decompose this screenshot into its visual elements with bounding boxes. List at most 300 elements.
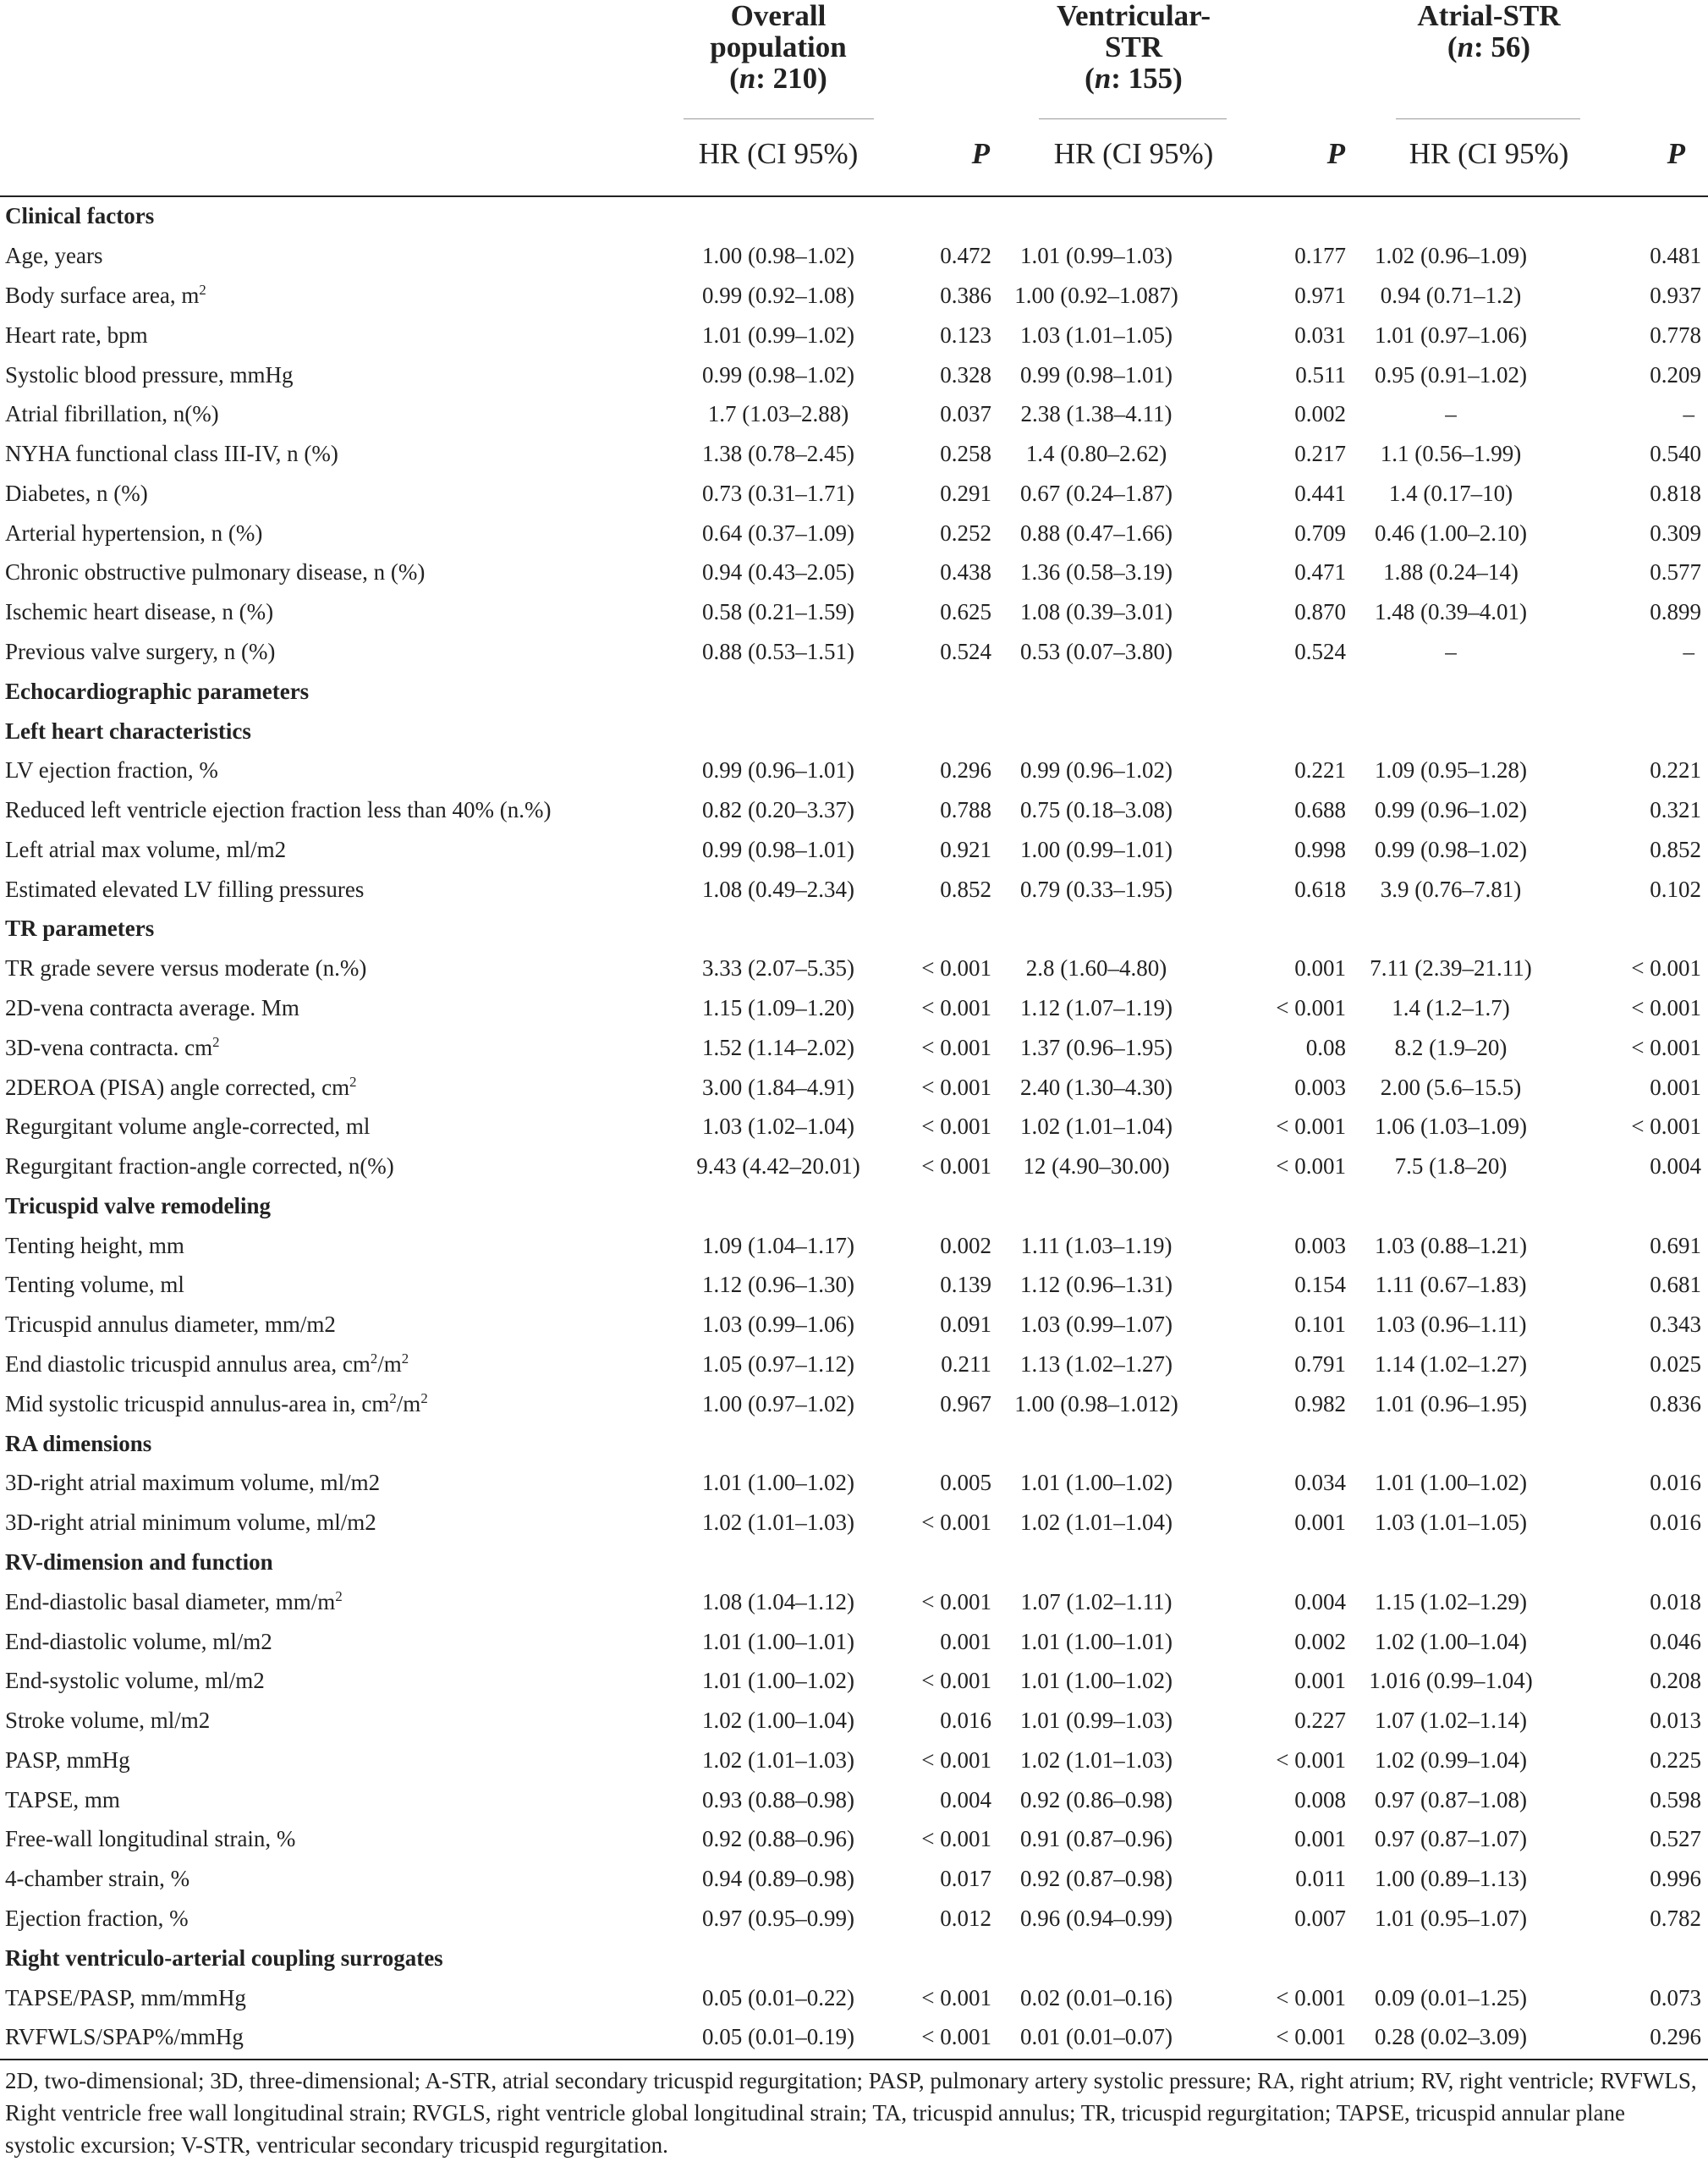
row-label bbox=[0, 1701, 677, 1741]
hr-ci-cell bbox=[677, 1186, 880, 1226]
hr-ci-cell: 0.96 (0.94–0.99) bbox=[1020, 1905, 1173, 1931]
table-bottom-rule bbox=[0, 2059, 1708, 2060]
table-row bbox=[0, 830, 1708, 870]
p-value-cell: < 0.001 bbox=[921, 1746, 991, 1773]
p-value-cell bbox=[880, 711, 991, 751]
p-value-cell bbox=[880, 1423, 991, 1463]
p-value-cell: 0.540 bbox=[1650, 441, 1701, 467]
group-n: (n: 210) bbox=[729, 62, 827, 95]
group-title-line: STR bbox=[1104, 30, 1163, 63]
row-label-text: Left heart characteristics bbox=[5, 718, 251, 744]
table-row bbox=[0, 1621, 1708, 1661]
section-row bbox=[0, 1186, 1708, 1226]
hr-ci-cell: 2.40 (1.30–4.30) bbox=[1020, 1074, 1173, 1100]
p-value-cell: 0.139 bbox=[940, 1272, 991, 1298]
row-label bbox=[0, 1225, 677, 1265]
hr-ci-cell: 0.99 (0.92–1.08) bbox=[702, 282, 854, 308]
p-value-cell: 0.002 bbox=[1294, 401, 1346, 427]
hr-ci-cell: 1.15 (1.02–1.29) bbox=[1375, 1588, 1527, 1614]
row-label bbox=[0, 1067, 677, 1107]
subheader-p-ventricular: P bbox=[1326, 137, 1345, 170]
p-value-cell: < 0.001 bbox=[921, 1074, 991, 1100]
hr-ci-cell: 0.82 (0.20–3.37) bbox=[702, 797, 854, 823]
section-row bbox=[0, 1543, 1708, 1582]
hr-ci-cell: 0.02 (0.01–0.16) bbox=[1020, 1984, 1173, 2010]
p-value-cell: 0.001 bbox=[1294, 1510, 1346, 1536]
p-value-cell bbox=[1201, 1938, 1346, 1977]
row-label-text: Regurgitant fraction-angle corrected, n(%) bbox=[5, 1153, 394, 1180]
hr-ci-cell: 0.91 (0.87–0.96) bbox=[1020, 1826, 1173, 1852]
group-header-overall bbox=[694, 0, 863, 94]
group-rule-overall bbox=[684, 118, 874, 119]
row-label bbox=[0, 513, 677, 553]
hr-ci-cell: 1.88 (0.24–14) bbox=[1383, 559, 1519, 586]
hr-ci-cell: 0.97 (0.87–1.07) bbox=[1375, 1826, 1527, 1852]
row-label-text: End diastolic tricuspid annulus area, cm bbox=[5, 1351, 371, 1378]
hr-ci-cell: 0.92 (0.87–0.98) bbox=[1020, 1866, 1173, 1892]
p-value-cell: 0.012 bbox=[940, 1905, 991, 1931]
p-value-cell: 0.296 bbox=[940, 757, 991, 784]
hr-ci-cell bbox=[677, 711, 880, 751]
section-heading bbox=[0, 1423, 677, 1463]
hr-ci-cell: 0.46 (1.00–2.10) bbox=[1375, 520, 1527, 546]
section-row bbox=[0, 1938, 1708, 1977]
row-label-text: Age, years bbox=[5, 243, 103, 269]
hr-ci-cell bbox=[991, 909, 1201, 949]
p-value-cell: 0.037 bbox=[940, 401, 991, 427]
p-value-cell: 0.309 bbox=[1650, 520, 1701, 546]
table-row bbox=[0, 1977, 1708, 2017]
p-value-cell: 0.001 bbox=[1294, 1826, 1346, 1852]
table-row bbox=[0, 1345, 1708, 1384]
p-value-cell: 0.154 bbox=[1294, 1272, 1346, 1298]
group-header-atrial bbox=[1387, 0, 1590, 63]
hr-ci-cell: 8.2 (1.9–20) bbox=[1394, 1034, 1508, 1060]
p-value-cell: 0.788 bbox=[940, 797, 991, 823]
p-value-cell: 0.001 bbox=[940, 1628, 991, 1654]
p-value-cell: 0.227 bbox=[1294, 1708, 1346, 1734]
table-row bbox=[0, 1899, 1708, 1939]
p-value-cell: 0.211 bbox=[941, 1351, 991, 1378]
group-n: (n: 56) bbox=[1447, 30, 1531, 63]
hr-ci-cell: 1.7 (1.03–2.88) bbox=[707, 401, 849, 427]
hr-ci-cell bbox=[991, 711, 1201, 751]
row-label bbox=[0, 1899, 677, 1939]
table-row bbox=[0, 1305, 1708, 1345]
row-label-text: Body surface area, m bbox=[5, 282, 200, 308]
section-heading bbox=[0, 1938, 677, 1977]
table-row bbox=[0, 1027, 1708, 1067]
p-value-cell bbox=[880, 909, 991, 949]
row-label bbox=[0, 1740, 677, 1779]
hr-ci-cell bbox=[1346, 1186, 1556, 1226]
table-row bbox=[0, 1701, 1708, 1741]
row-label-text: Tricuspid valve remodeling bbox=[5, 1192, 272, 1218]
p-value-cell: < 0.001 bbox=[1276, 1984, 1346, 2010]
p-value-cell: 0.003 bbox=[1294, 1232, 1346, 1258]
p-value-cell: 0.101 bbox=[1294, 1312, 1346, 1338]
hr-ci-cell: 1.01 (1.00–1.02) bbox=[702, 1668, 854, 1694]
row-label-text: TR grade severe versus moderate (n.%) bbox=[5, 955, 367, 982]
row-label-text: RA dimensions bbox=[5, 1430, 152, 1456]
table-row bbox=[0, 592, 1708, 632]
hr-ci-cell: 0.58 (0.21–1.59) bbox=[702, 599, 854, 625]
row-label-text: Heart rate, bpm bbox=[5, 322, 148, 348]
p-value-cell bbox=[1556, 909, 1708, 949]
hr-ci-cell: 1.02 (1.01–1.04) bbox=[1020, 1510, 1173, 1536]
p-value-cell: 0.004 bbox=[1650, 1153, 1701, 1180]
hr-ci-cell: 0.99 (0.98–1.02) bbox=[1375, 836, 1527, 862]
hr-ci-cell: 0.53 (0.07–3.80) bbox=[1020, 638, 1173, 664]
hr-ci-cell: 1.01 (1.00–1.02) bbox=[1020, 1470, 1173, 1496]
group-rule-ventricular bbox=[1039, 118, 1227, 119]
hr-ci-cell: 3.9 (0.76–7.81) bbox=[1380, 876, 1522, 902]
hr-ci-cell bbox=[991, 1186, 1201, 1226]
row-label bbox=[0, 1265, 677, 1305]
hr-ci-cell: 0.99 (0.98–1.01) bbox=[702, 836, 854, 862]
p-value-cell: 0.921 bbox=[940, 836, 991, 862]
hr-ci-cell: 1.01 (1.00–1.01) bbox=[1020, 1628, 1173, 1654]
hr-ci-cell bbox=[991, 1938, 1201, 1977]
unit-superscript: 2 bbox=[370, 1350, 378, 1367]
unit-superscript: 2 bbox=[389, 1389, 397, 1406]
section-heading bbox=[0, 711, 677, 751]
p-value-cell: 0.091 bbox=[940, 1312, 991, 1338]
row-label-text: Estimated elevated LV filling pressures bbox=[5, 876, 365, 902]
row-label bbox=[0, 1819, 677, 1859]
table-row bbox=[0, 1661, 1708, 1701]
row-label-text: Tricuspid annulus diameter, mm/m2 bbox=[5, 1312, 336, 1338]
p-value-cell: 0.017 bbox=[940, 1866, 991, 1892]
n-symbol: n bbox=[739, 62, 756, 95]
row-label-text: Arterial hypertension, n (%) bbox=[5, 520, 263, 546]
hr-ci-cell: 2.38 (1.38–4.11) bbox=[1020, 401, 1173, 427]
p-value-cell: < 0.001 bbox=[921, 1034, 991, 1060]
row-label-text: Ejection fraction, % bbox=[5, 1905, 189, 1931]
p-value-cell: < 0.001 bbox=[921, 1588, 991, 1614]
row-label-text: End-systolic volume, ml/m2 bbox=[5, 1668, 265, 1694]
p-value-cell: 0.291 bbox=[940, 480, 991, 506]
p-value-cell: < 0.001 bbox=[921, 995, 991, 1021]
hr-ci-cell: 0.79 (0.33–1.95) bbox=[1020, 876, 1173, 902]
hr-ci-cell: 1.06 (1.03–1.09) bbox=[1375, 1114, 1527, 1140]
p-value-cell: 0.937 bbox=[1650, 282, 1701, 308]
row-label-text: 3D-vena contracta. cm bbox=[5, 1034, 213, 1060]
table-row bbox=[0, 1265, 1708, 1305]
hr-ci-cell: 1.01 (1.00–1.02) bbox=[1020, 1668, 1173, 1694]
hr-ci-cell: 0.64 (0.37–1.09) bbox=[702, 520, 854, 546]
table-row bbox=[0, 236, 1708, 276]
p-value-cell bbox=[1556, 1543, 1708, 1582]
hr-ci-cell bbox=[677, 671, 880, 711]
hr-ci-cell: 0.93 (0.88–0.98) bbox=[702, 1786, 854, 1812]
row-label-text: Previous valve surgery, n (%) bbox=[5, 638, 276, 664]
hr-ci-cell: 1.01 (0.99–1.03) bbox=[1020, 243, 1173, 269]
row-label bbox=[0, 315, 677, 355]
p-value-cell: 0.102 bbox=[1650, 876, 1701, 902]
p-value-cell: 0.688 bbox=[1294, 797, 1346, 823]
row-label-text: 2D-vena contracta average. Mm bbox=[5, 995, 299, 1021]
row-label-text: TR parameters bbox=[5, 916, 155, 942]
hr-ci-cell: 1.08 (0.39–3.01) bbox=[1020, 599, 1173, 625]
p-value-cell bbox=[1556, 671, 1708, 711]
p-value-cell: – bbox=[1683, 638, 1694, 664]
hr-ci-cell: 0.73 (0.31–1.71) bbox=[702, 480, 854, 506]
p-value-cell: < 0.001 bbox=[921, 1114, 991, 1140]
hr-ci-cell: 1.4 (0.80–2.62) bbox=[1025, 441, 1167, 467]
hr-ci-cell bbox=[1346, 671, 1556, 711]
row-label-text: RVFWLS/SPAP%/mmHg bbox=[5, 2024, 244, 2050]
subheader-p-atrial: P bbox=[1667, 137, 1685, 170]
p-value-cell: < 0.001 bbox=[1631, 1034, 1701, 1060]
hr-ci-cell: 3.33 (2.07–5.35) bbox=[702, 955, 854, 982]
p-value-cell: 0.870 bbox=[1294, 599, 1346, 625]
section-heading bbox=[0, 1186, 677, 1226]
p-value-cell bbox=[1201, 909, 1346, 949]
n-symbol: n bbox=[1457, 30, 1475, 63]
hr-ci-cell bbox=[1346, 1423, 1556, 1463]
p-value-cell: 0.217 bbox=[1294, 441, 1346, 467]
p-value-cell bbox=[1201, 671, 1346, 711]
table-row bbox=[0, 1859, 1708, 1899]
p-value-cell: < 0.001 bbox=[921, 1510, 991, 1536]
hr-ci-cell: 1.01 (0.99–1.03) bbox=[1020, 1708, 1173, 1734]
p-value-cell: 0.598 bbox=[1650, 1786, 1701, 1812]
hr-ci-cell: 1.03 (1.01–1.05) bbox=[1375, 1510, 1527, 1536]
row-label-text: Left atrial max volume, ml/m2 bbox=[5, 836, 287, 862]
p-value-cell: 0.025 bbox=[1650, 1351, 1701, 1378]
row-label-text: Tenting volume, ml bbox=[5, 1272, 184, 1298]
group-title-line: population bbox=[710, 30, 847, 63]
p-value-cell: 0.016 bbox=[940, 1708, 991, 1734]
p-value-cell: < 0.001 bbox=[1276, 2024, 1346, 2050]
p-value-cell: 0.004 bbox=[1294, 1588, 1346, 1614]
hr-ci-cell bbox=[677, 909, 880, 949]
hr-ci-cell: 2.00 (5.6–15.5) bbox=[1380, 1074, 1522, 1100]
unit-superscript: 2 bbox=[401, 1350, 409, 1367]
table-row bbox=[0, 1147, 1708, 1186]
hr-ci-cell: 1.4 (1.2–1.7) bbox=[1392, 995, 1510, 1021]
hr-ci-cell: 9.43 (4.42–20.01) bbox=[696, 1153, 860, 1180]
hr-ci-cell: 0.67 (0.24–1.87) bbox=[1020, 480, 1173, 506]
hr-ci-cell: 0.28 (0.02–3.09) bbox=[1375, 2024, 1527, 2050]
p-value-cell: < 0.001 bbox=[921, 1668, 991, 1694]
p-value-cell bbox=[1556, 196, 1708, 236]
p-value-cell bbox=[1201, 196, 1346, 236]
hr-ci-cell: 1.1 (0.56–1.99) bbox=[1380, 441, 1522, 467]
hr-ci-cell: 2.8 (1.60–4.80) bbox=[1025, 955, 1167, 982]
hr-ci-cell: 1.07 (1.02–1.11) bbox=[1020, 1588, 1173, 1614]
hr-ci-cell: 1.37 (0.96–1.95) bbox=[1020, 1034, 1173, 1060]
hr-ci-cell: 1.01 (1.00–1.01) bbox=[702, 1628, 854, 1654]
row-label-text: 2DEROA (PISA) angle corrected, cm bbox=[5, 1074, 350, 1100]
hr-ci-cell: 12 (4.90–30.00) bbox=[1023, 1153, 1170, 1180]
p-value-cell: 0.221 bbox=[1294, 757, 1346, 784]
p-value-cell: 0.967 bbox=[940, 1390, 991, 1416]
group-title-line: Overall bbox=[730, 0, 827, 32]
hr-ci-cell bbox=[991, 1423, 1201, 1463]
p-value-cell bbox=[1556, 1938, 1708, 1977]
hr-ci-cell: 0.99 (0.98–1.02) bbox=[702, 361, 854, 388]
p-value-cell: < 0.001 bbox=[921, 2024, 991, 2050]
p-value-cell bbox=[880, 1938, 991, 1977]
row-label-text: Echocardiographic parameters bbox=[5, 678, 310, 704]
row-label bbox=[0, 2017, 677, 2057]
row-label-text: /m bbox=[396, 1390, 421, 1416]
table-row bbox=[0, 315, 1708, 355]
table-row bbox=[0, 988, 1708, 1028]
hr-ci-cell: 1.03 (1.01–1.05) bbox=[1020, 322, 1173, 348]
section-row bbox=[0, 196, 1708, 236]
hr-ci-cell: 1.01 (0.95–1.07) bbox=[1375, 1905, 1527, 1931]
hr-ci-cell: 1.01 (1.00–1.02) bbox=[1375, 1470, 1527, 1496]
p-value-cell: < 0.001 bbox=[1276, 1153, 1346, 1180]
hr-ci-cell bbox=[677, 1938, 880, 1977]
p-value-cell: 0.998 bbox=[1294, 836, 1346, 862]
row-label-text: /m bbox=[377, 1351, 402, 1378]
hr-ci-cell: 1.38 (0.78–2.45) bbox=[702, 441, 854, 467]
table-row bbox=[0, 1107, 1708, 1147]
p-value-cell: 0.524 bbox=[940, 638, 991, 664]
p-value-cell: 0.709 bbox=[1294, 520, 1346, 546]
hr-ci-cell: 7.11 (2.39–21.11) bbox=[1370, 955, 1532, 982]
table-row bbox=[0, 751, 1708, 790]
unit-superscript: 2 bbox=[199, 281, 206, 298]
table-row bbox=[0, 1581, 1708, 1621]
row-label-text: 4-chamber strain, % bbox=[5, 1866, 190, 1892]
row-label bbox=[0, 434, 677, 474]
row-label bbox=[0, 394, 677, 434]
row-label-text: Free-wall longitudinal strain, % bbox=[5, 1826, 296, 1852]
section-heading bbox=[0, 196, 677, 236]
unit-superscript: 2 bbox=[335, 1587, 343, 1604]
hr-ci-cell: 1.01 (0.99–1.02) bbox=[702, 322, 854, 348]
hr-ci-cell: 0.94 (0.71–1.2) bbox=[1380, 282, 1522, 308]
section-row bbox=[0, 909, 1708, 949]
p-value-cell bbox=[1556, 1423, 1708, 1463]
row-label-text: Mid systolic tricuspid annulus-area in, cm bbox=[5, 1390, 390, 1416]
hr-ci-cell: 1.13 (1.02–1.27) bbox=[1020, 1351, 1173, 1378]
p-value-cell: 0.209 bbox=[1650, 361, 1701, 388]
hr-ci-cell: 1.00 (0.98–1.012) bbox=[1014, 1390, 1178, 1416]
table-row bbox=[0, 394, 1708, 434]
p-value-cell bbox=[880, 671, 991, 711]
p-value-cell: 0.524 bbox=[1294, 638, 1346, 664]
p-value-cell: 0.001 bbox=[1294, 955, 1346, 982]
row-label bbox=[0, 1463, 677, 1503]
unit-superscript: 2 bbox=[349, 1073, 357, 1090]
row-label bbox=[0, 1661, 677, 1701]
p-value-cell: 0.511 bbox=[1295, 361, 1346, 388]
p-value-cell: 0.004 bbox=[940, 1786, 991, 1812]
p-value-cell: 0.002 bbox=[940, 1232, 991, 1258]
hr-ci-cell: 0.09 (0.01–1.25) bbox=[1375, 1984, 1527, 2010]
p-value-cell: < 0.001 bbox=[921, 1153, 991, 1180]
p-value-cell: 0.073 bbox=[1650, 1984, 1701, 2010]
hr-ci-cell: 0.05 (0.01–0.19) bbox=[702, 2024, 854, 2050]
p-value-cell: 0.08 bbox=[1305, 1034, 1346, 1060]
row-label-text: Ischemic heart disease, n (%) bbox=[5, 599, 274, 625]
row-label-text: End-diastolic basal diameter, mm/m bbox=[5, 1588, 336, 1614]
hr-ci-cell: 1.01 (0.97–1.06) bbox=[1375, 322, 1527, 348]
row-label bbox=[0, 751, 677, 790]
p-value-cell: 0.208 bbox=[1650, 1668, 1701, 1694]
hr-ci-cell: 1.08 (0.49–2.34) bbox=[702, 876, 854, 902]
p-value-cell: 0.681 bbox=[1650, 1272, 1701, 1298]
row-label bbox=[0, 988, 677, 1028]
subheader-hr-ventricular: HR (CI 95%) bbox=[1053, 137, 1214, 170]
p-value-cell: 0.011 bbox=[1295, 1866, 1346, 1892]
row-label-text: NYHA functional class III-IV, n (%) bbox=[5, 441, 338, 467]
hr-ci-cell: 1.00 (0.98–1.02) bbox=[702, 243, 854, 269]
hr-ci-cell: 0.88 (0.47–1.66) bbox=[1020, 520, 1173, 546]
table-row bbox=[0, 276, 1708, 316]
p-value-cell bbox=[880, 196, 991, 236]
hr-ci-cell bbox=[1346, 909, 1556, 949]
p-value-cell: 0.002 bbox=[1294, 1628, 1346, 1654]
hr-ci-cell: 1.09 (0.95–1.28) bbox=[1375, 757, 1527, 784]
p-value-cell: – bbox=[1683, 401, 1694, 427]
section-row bbox=[0, 711, 1708, 751]
p-value-cell: < 0.001 bbox=[921, 955, 991, 982]
table-row bbox=[0, 1225, 1708, 1265]
row-label bbox=[0, 1779, 677, 1819]
row-label-text: End-diastolic volume, ml/m2 bbox=[5, 1628, 272, 1654]
p-value-cell: 0.003 bbox=[1294, 1074, 1346, 1100]
subheader-hr-overall: HR (CI 95%) bbox=[698, 137, 859, 170]
row-label bbox=[0, 1345, 677, 1384]
p-value-cell: 0.046 bbox=[1650, 1628, 1701, 1654]
row-label-text: LV ejection fraction, % bbox=[5, 757, 218, 784]
row-label-text: TAPSE, mm bbox=[5, 1786, 120, 1812]
row-label-text: 3D-right atrial maximum volume, ml/m2 bbox=[5, 1470, 381, 1496]
p-value-cell: 0.982 bbox=[1294, 1390, 1346, 1416]
p-value-cell: 0.577 bbox=[1650, 559, 1701, 586]
p-value-cell bbox=[880, 1543, 991, 1582]
table-row bbox=[0, 1463, 1708, 1503]
hr-ci-cell bbox=[991, 196, 1201, 236]
unit-superscript: 2 bbox=[212, 1033, 220, 1050]
hr-ci-cell: 1.03 (1.02–1.04) bbox=[702, 1114, 854, 1140]
p-value-cell: < 0.001 bbox=[1276, 1114, 1346, 1140]
p-value-cell: 0.971 bbox=[1294, 282, 1346, 308]
hr-ci-cell: 1.016 (0.99–1.04) bbox=[1369, 1668, 1533, 1694]
group-rule-atrial bbox=[1396, 118, 1580, 119]
p-value-cell: 0.016 bbox=[1650, 1510, 1701, 1536]
hr-ci-cell bbox=[991, 671, 1201, 711]
p-value-cell: 0.996 bbox=[1650, 1866, 1701, 1892]
table-row bbox=[0, 949, 1708, 988]
row-label-text: Diabetes, n (%) bbox=[5, 480, 148, 506]
hr-ci-cell: 1.07 (1.02–1.14) bbox=[1375, 1708, 1527, 1734]
row-label-text: Clinical factors bbox=[5, 203, 155, 229]
hr-ci-cell: – bbox=[1445, 401, 1457, 427]
p-value-cell: 0.221 bbox=[1650, 757, 1701, 784]
hr-ci-cell: 1.02 (1.01–1.03) bbox=[702, 1510, 854, 1536]
hr-ci-cell: 0.75 (0.18–3.08) bbox=[1020, 797, 1173, 823]
p-value-cell: 0.018 bbox=[1650, 1588, 1701, 1614]
p-value-cell: < 0.001 bbox=[1276, 1746, 1346, 1773]
hr-ci-cell bbox=[1346, 711, 1556, 751]
p-value-cell: 0.472 bbox=[940, 243, 991, 269]
p-value-cell: 0.618 bbox=[1294, 876, 1346, 902]
p-value-cell: 0.782 bbox=[1650, 1905, 1701, 1931]
p-value-cell: 0.778 bbox=[1650, 322, 1701, 348]
hr-ci-cell: 1.11 (1.03–1.19) bbox=[1020, 1232, 1173, 1258]
hr-ci-cell: 1.01 (1.00–1.02) bbox=[702, 1470, 854, 1496]
hr-ci-cell: 0.88 (0.53–1.51) bbox=[702, 638, 854, 664]
p-value-cell: 0.625 bbox=[940, 599, 991, 625]
